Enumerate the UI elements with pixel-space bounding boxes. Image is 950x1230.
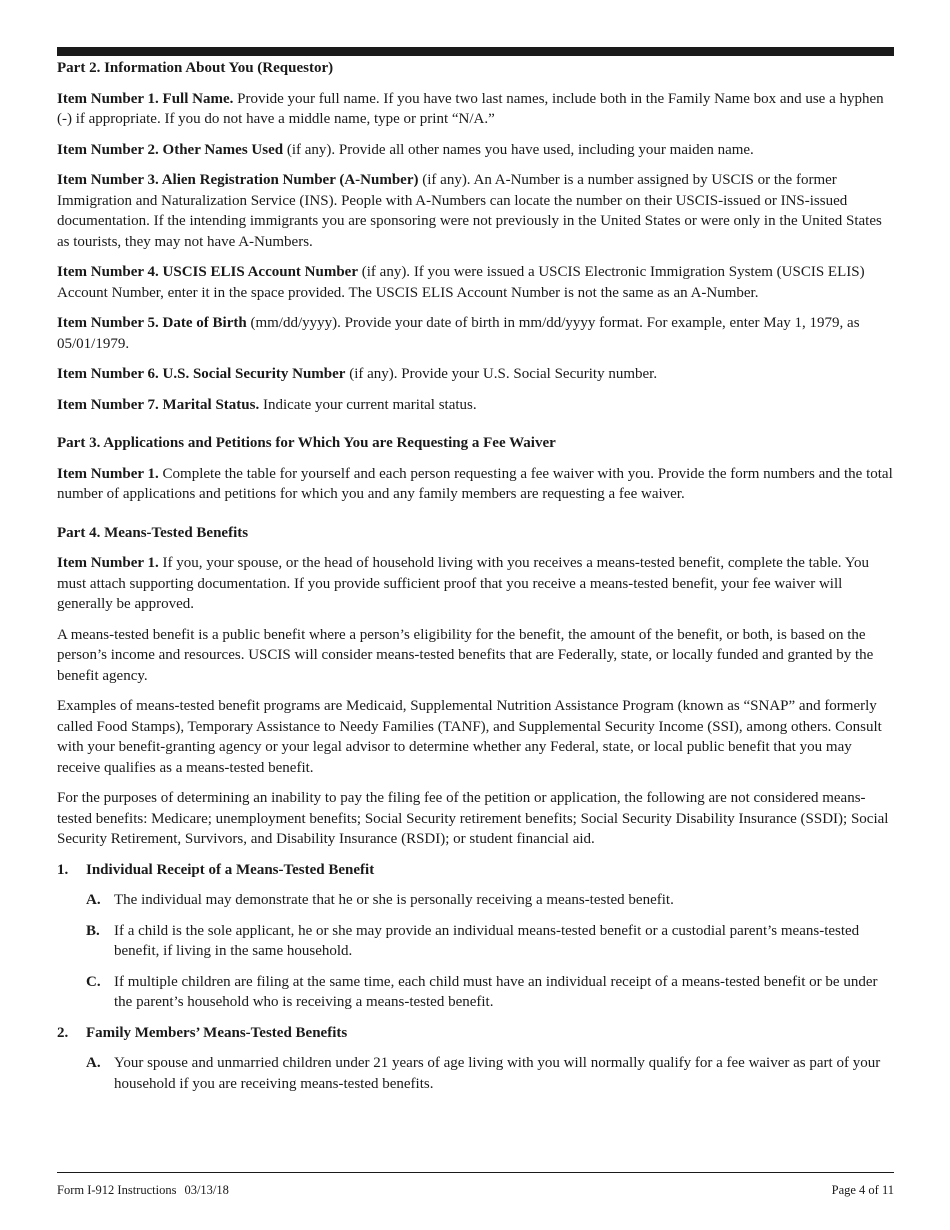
item-text: Complete the table for yourself and each person requesting a fee waiver with you. Provide the form numbers and the total number of applications and petitions for which you and any family members are requesting a fee waiver.	[57, 465, 893, 502]
part2-item2	[57, 140, 897, 161]
top-rule	[57, 47, 894, 56]
part2-item4	[57, 262, 897, 303]
item-qualifier: (if any).	[418, 172, 471, 188]
part3-item1	[57, 464, 897, 505]
item-label: Item Number 4. USCIS ELIS Account Number	[57, 264, 358, 280]
item-qualifier: (if any).	[358, 264, 411, 280]
item-text: Provide your date of birth in mm/dd/yyyy format. For example, enter May 1, 1979, as 05/01/1979.	[57, 315, 860, 352]
bottom-rule	[57, 1172, 894, 1173]
item-text: If you were issued a USCIS Electronic Immigration System (USCIS ELIS) Account Number, enter it in the space provided. The USCIS ELIS Account Number is not the same as an A-Number.	[57, 264, 865, 301]
item-qualifier: (mm/dd/yyyy).	[246, 315, 341, 331]
part2-item3	[57, 170, 897, 252]
list-number: 1.	[57, 861, 69, 878]
item-label: Item Number 1.	[57, 555, 159, 571]
list-heading-2	[57, 1023, 897, 1044]
list-title: Individual Receipt of a Means-Tested Benefit	[86, 861, 375, 878]
part2-item6	[57, 364, 897, 385]
item-label: Item Number 6. U.S. Social Security Number	[57, 366, 346, 382]
part3-title: Part 3. Applications and Petitions for Which You are Requesting a Fee Waiver	[57, 435, 556, 451]
item-label: Item Number 7. Marital Status.	[57, 396, 260, 413]
item-text: Provide your full name. If you have two last names, include both in the Family Name box and use a hyphen (-) if appropriate. If you do not have a middle name, type or print “N/A.”	[57, 90, 884, 127]
list-item	[86, 972, 897, 1013]
item-text: An A-Number is a number assigned by USCIS or the former Immigration and Naturalization Service (INS). People with A-Numbers can locate the number on their USCIS-issued or INS-issued documentation. If the intending immigrants you are sponsoring were not previously in the United States or were only in the United States as tourists, they may not have A-Numbers.	[57, 172, 882, 250]
list-text: If multiple children are filing at the same time, each child must have an individual receipt of a means-tested benefit or be under the parent’s household who is receiving a means-tested benefit.	[114, 973, 878, 1010]
list-letter: B.	[86, 922, 100, 939]
part2-item1	[57, 89, 897, 130]
part2-title: Part 2. Information About You (Requestor)	[57, 60, 334, 76]
part4-paragraph-1: A means-tested benefit is a public benefit where a person’s eligibility for the benefit, the amount of the benefit, or both, is based on the person’s income and resources. USCIS will consider means-tested benefits that are Federally, state, or locally funded and granted by the benefit agency.	[57, 626, 874, 684]
item-qualifier: (if any).	[283, 141, 336, 158]
list-item	[86, 1053, 897, 1094]
list-item	[86, 921, 897, 962]
list-text: The individual may demonstrate that he or she is personally receiving a means-tested benefit.	[114, 892, 674, 908]
item-text: Provide all other names you have used, including your maiden name.	[335, 141, 754, 158]
list-item	[86, 890, 897, 911]
list-letter: A.	[86, 892, 101, 908]
item-label: Item Number 3. Alien Registration Number (A-Number)	[57, 172, 419, 188]
item-label: Item Number 2. Other Names Used	[57, 141, 284, 158]
footer-date: 03/13/18	[184, 1183, 229, 1197]
part4-paragraph-3: For the purposes of determining an inability to pay the filing fee of the petition or application, the following are not considered means-tested benefits: Medicare; unemployment benefits; Social Security retirement benefits; Social Security Disability Insurance (SSDI); Social Security Retirement, Survivors, and Disability Insurance (RSDI); or student financial aid.	[57, 790, 889, 847]
footer-page-number: Page 4 of 11	[831, 1183, 894, 1197]
item-label: Item Number 1.	[57, 465, 159, 482]
list-title: Family Members’ Means-Tested Benefits	[86, 1024, 348, 1041]
part4-title: Part 4. Means-Tested Benefits	[57, 524, 249, 541]
item-text: Provide your U.S. Social Security number.	[397, 366, 658, 382]
page-content	[57, 58, 897, 1094]
list-heading-1	[57, 860, 897, 881]
part2-item7	[57, 395, 897, 416]
list-text: Your spouse and unmarried children under 21 years of age living with you will normally qualify for a fee waiver as part of your household if you are receiving means-tested benefits.	[114, 1055, 881, 1092]
item-text: Indicate your current marital status.	[259, 396, 477, 413]
part2-item5	[57, 313, 897, 354]
item-text: If you, your spouse, or the head of household living with you receives a means-tested benefit, complete the table. You must attach supporting documentation. If you provide sufficient proof that you receive a means-tested benefit, your fee waiver will generally be approved.	[57, 555, 870, 612]
list-letter: A.	[86, 1055, 101, 1071]
item-label: Item Number 5. Date of Birth	[57, 315, 247, 331]
item-label: Item Number 1. Full Name.	[57, 90, 234, 107]
list-number: 2.	[57, 1024, 69, 1041]
list-letter: C.	[86, 973, 101, 990]
item-qualifier: (if any).	[345, 366, 398, 382]
part4-paragraph-2: Examples of means-tested benefit programs are Medicaid, Supplemental Nutrition Assistance Program (known as “SNAP” and formerly called Food Stamps), Temporary Assistance to Needy Families (TANF), and Supplemental Security Income (SSI), among others. Consult with your benefit-granting agency or your legal advisor to determine whether any Federal, state, or local public benefit that you may receive qualifies as a means-tested benefit.	[57, 698, 882, 776]
part4-item1	[57, 553, 897, 615]
list-text: If a child is the sole applicant, he or she may provide an individual means-tested benefit or a custodial parent’s means-tested benefit, if living in the same household.	[114, 922, 860, 959]
footer-form-info	[57, 1183, 229, 1198]
footer-form-name: Form I-912 Instructions	[57, 1183, 177, 1197]
